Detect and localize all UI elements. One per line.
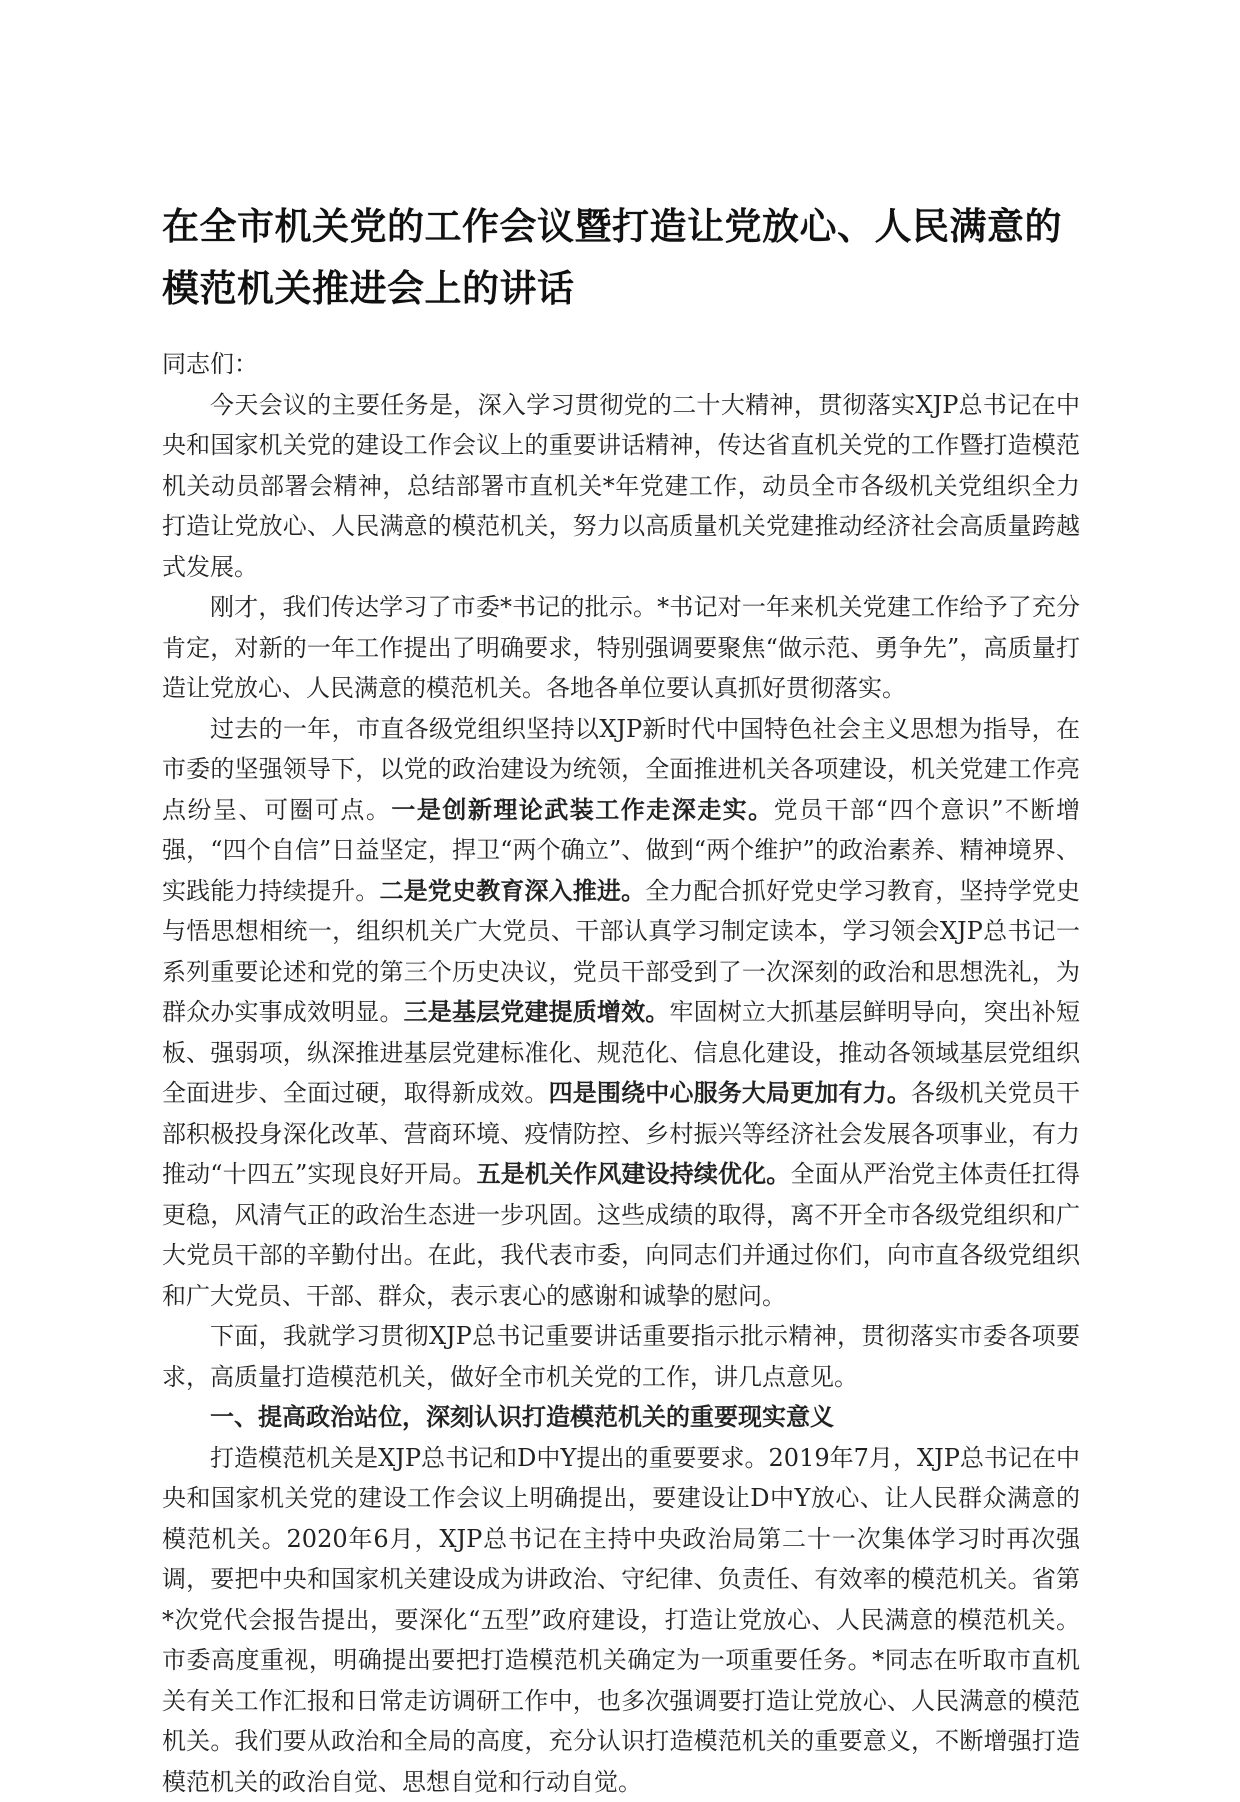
paragraph-3-intro: 过去的一年，市直各级党组织坚持以XJP新时代中国特色社会主义思想为指导，在市委的坚强领导下，以党的政治建设为统领，全面推进机关各项建设，机关党建工作亮点纷呈、可圈可点。 [162,715,1080,824]
achievement-5-text: 全面从严治党主体责任扛得更稳，风清气正的政治生态进一步巩固。这些成绩的取得，离不开全市各级党组织和广大党员干部的辛勤付出。在此，我代表市委，向同志们并通过你们，向市直各级党组织和广大党员、干部、群众，表示衷心的感谢和诚挚的慰问。 [162,1160,1080,1310]
achievement-3-text: 牢固树立大抓基层鲜明导向，突出补短板、强弱项，纵深推进基层党建标准化、规范化、信息化建设，推动各领域基层党组织全面进步、全面过硬，取得新成效。 [162,998,1080,1107]
achievement-2-text: 全力配合抓好党史学习教育，坚持学党史与悟思想相统一，组织机关广大党员、干部认真学习制定读本，学习领会XJP总书记一系列重要论述和党的第三个历史决议，党员干部受到了一次深刻的政治和思想洗礼，为群众办实事成效明显。 [162,877,1080,1027]
achievement-4-text: 各级机关党员干部积极投身深化改革、营商环境、疫情防控、乡村振兴等经济社会发展各项事业，有力推动“十四五”实现良好开局。 [162,1079,1080,1188]
paragraph-4: 下面，我就学习贯彻XJP总书记重要讲话重要指示批示精神，贯彻落实市委各项要求，高质量打造模范机关，做好全市机关党的工作，讲几点意见。 [162,1316,1080,1397]
achievement-5-heading: 五是机关作风建设持续优化。 [477,1160,791,1188]
section-heading-1: 一、提高政治站位，深刻认识打造模范机关的重要现实意义 [162,1397,1080,1438]
paragraph-2: 刚才，我们传达学习了市委*书记的批示。*书记对一年来机关党建工作给予了充分肯定，对新的一年工作提出了明确要求，特别强调要聚焦“做示范、勇争先”，高质量打造让党放心、人民满意的模范机关。各地各单位要认真抓好贯彻落实。 [162,587,1080,709]
title-line-1: 在全市机关党的工作会议暨打造让党放心、人民满意的 [162,196,1080,258]
document-title [162,196,1080,320]
achievement-1-text: 党员干部“四个意识”不断增强，“四个自信”日益坚定，捍卫“两个确立”、做到“两个维护”的政治素养、精神境界、实践能力持续提升。 [162,796,1080,905]
paragraph-3 [162,709,1080,1317]
title-line-2: 模范机关推进会上的讲话 [162,258,1080,320]
achievement-4-heading: 四是围绕中心服务大局更加有力。 [549,1079,911,1107]
achievement-1-heading: 一是创新理论武装工作走深走实。 [391,796,773,824]
paragraph-5: 打造模范机关是XJP总书记和D中Y提出的重要要求。2019年7月，XJP总书记在中央和国家机关党的建设工作会议上明确提出，要建设让D中Y放心、让人民群众满意的模范机关。2020年6月，XJP总书记在主持中央政治局第二十一次集体学习时再次强调，要把中央和国家机关建设成为讲政治、守纪律、负责任、有效率的模范机关。省第*次党代会报告提出，要深化“五型”政府建设，打造让党放心、人民满意的模范机关。市委高度重视，明确提出要把打造模范机关确定为一项重要任务。*同志在听取市直机关有关工作汇报和日常走访调研工作中，也多次强调要打造让党放心、人民满意的模范机关。我们要从政治和全局的高度，充分认识打造模范机关的重要意义，不断增强打造模范机关的政治自觉、思想自觉和行动自觉。 [162,1438,1080,1802]
achievement-2-heading: 二是党史教育深入推进。 [379,877,645,905]
salutation: 同志们： [162,344,1080,385]
achievement-3-heading: 三是基层党建提质增效。 [404,998,670,1026]
paragraph-1: 今天会议的主要任务是，深入学习贯彻党的二十大精神，贯彻落实XJP总书记在中央和国家机关党的建设工作会议上的重要讲话精神，传达省直机关党的工作暨打造模范机关动员部署会精神，总结部署市直机关*年党建工作，动员全市各级机关党组织全力打造让党放心、人民满意的模范机关，努力以高质量机关党建推动经济社会高质量跨越式发展。 [162,385,1080,588]
document-page [162,196,1080,1802]
